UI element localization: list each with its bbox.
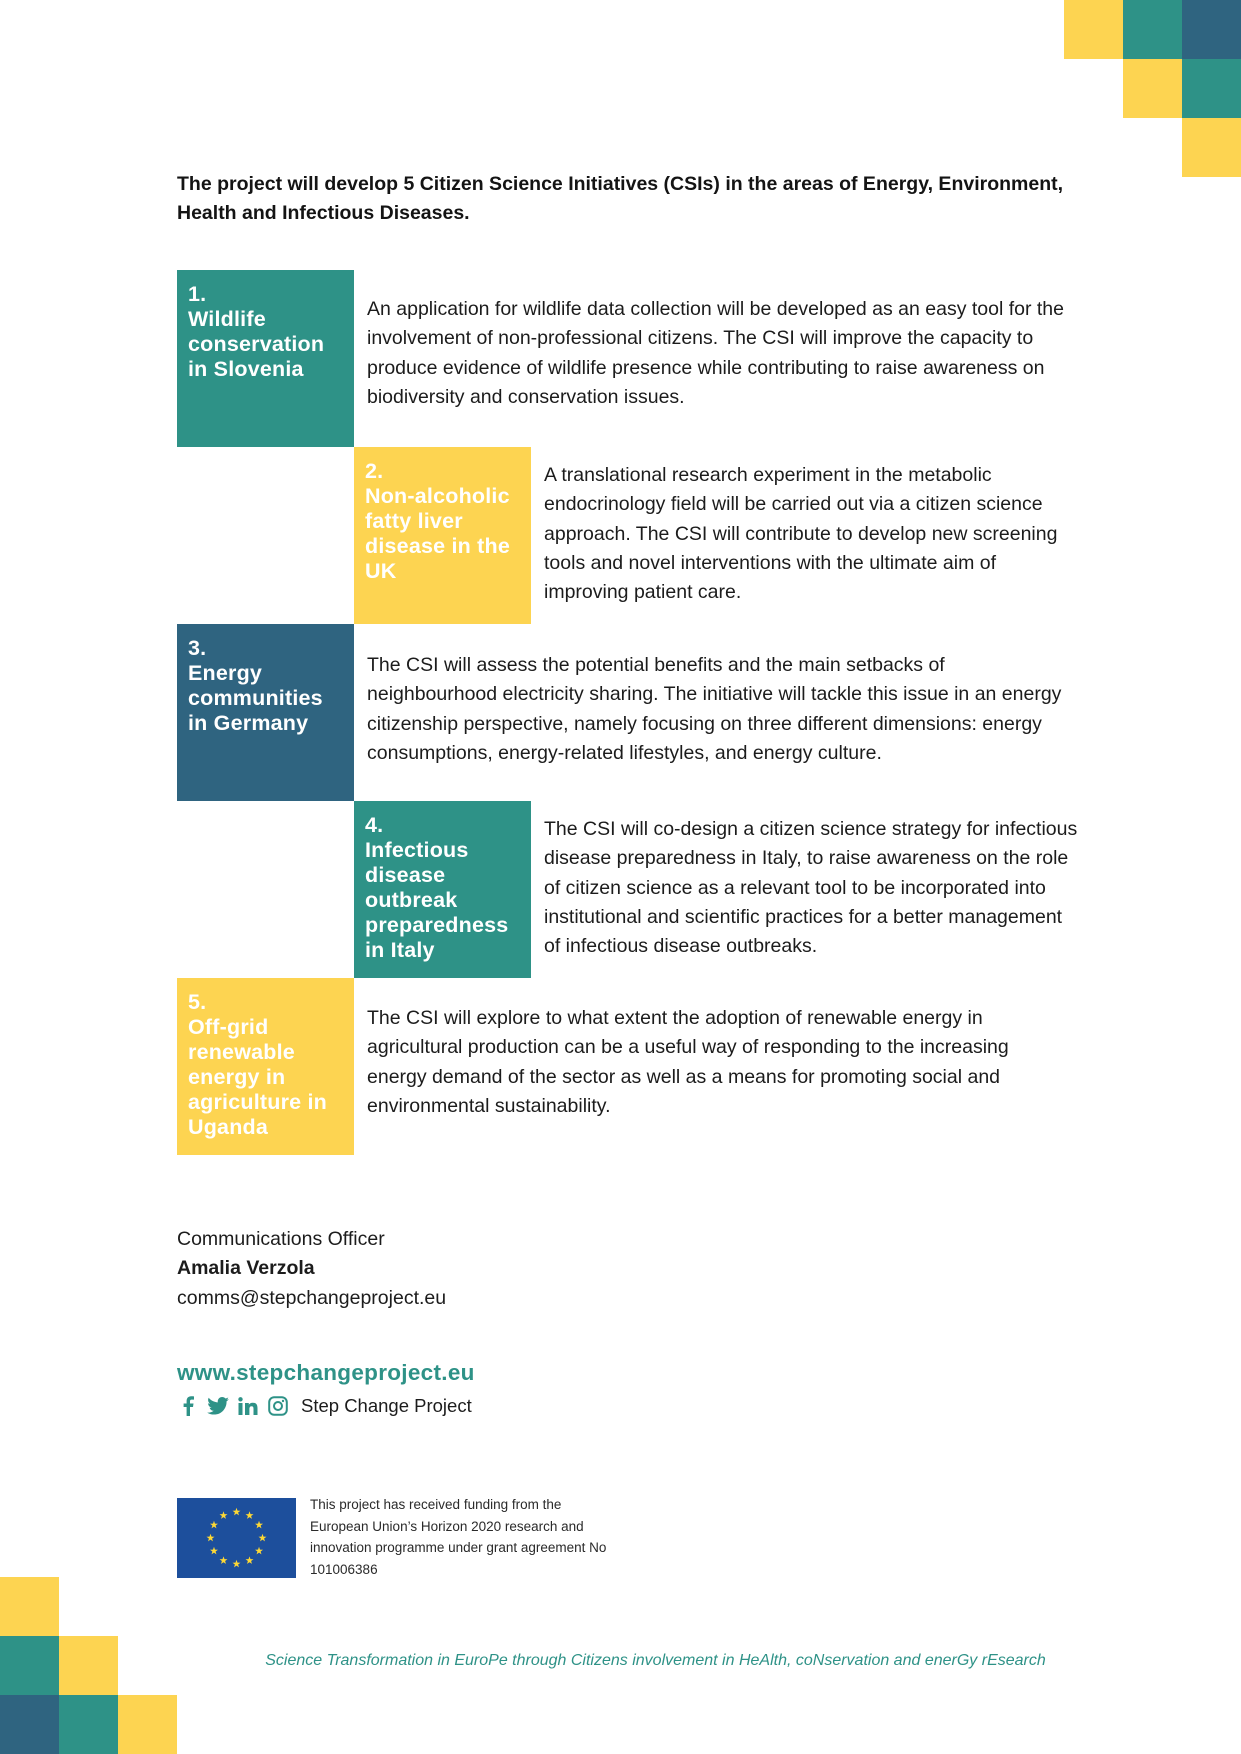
csi-tile-5 — [177, 978, 354, 1155]
csi-description-5: The CSI will explore to what extent the adoption of renewable energy in agricultural production can be a useful way of responding to the increasing energy demand of the sector as well as a means for promoting social and environmental sustainability. — [367, 1007, 1009, 1117]
csi-title: Energy communities in Germany — [188, 661, 323, 735]
twitter-icon[interactable] — [207, 1395, 229, 1417]
csi-description-4: The CSI will co-design a citizen science strategy for infectious disease preparedness in Italy, to raise awareness on the role of citizen science as a relevant tool to be incorporated into institutional and scientific practices for a better management of infectious disease outbreaks. — [544, 818, 1078, 958]
csi-title: Off-grid renewable energy in agriculture in Uganda — [188, 1015, 327, 1139]
tagline: Science Transformation in EuroPe through Citizens involvement in HeAlth, coNservation and enerGy rEsearch — [265, 1652, 1046, 1669]
website-link[interactable]: www.stepchangeproject.eu — [177, 1360, 475, 1385]
csi-title: Wildlife conservation in Slovenia — [188, 307, 325, 381]
csi-number: 3. — [188, 636, 207, 660]
social-links — [177, 1392, 472, 1420]
funding-text: This project has received funding from the European Union’s Horizon 2020 research and innovation programme under grant agreement No 101006386 — [310, 1497, 607, 1577]
csi-number: 4. — [365, 813, 384, 837]
csi-title: Infectious disease outbreak preparedness in Italy — [365, 838, 509, 962]
csi-tile-1 — [177, 270, 354, 447]
csi-number: 5. — [188, 990, 207, 1014]
intro-text: The project will develop 5 Citizen Science Initiatives (CSIs) in the areas of Energy, Environment, Health and Infectious Diseases. — [177, 173, 1064, 224]
contact-email[interactable]: comms@stepchangeproject.eu — [177, 1286, 447, 1309]
csi-tile-2 — [354, 447, 531, 624]
csi-description-2: A translational research experiment in the metabolic endocrinology field will be carried out via a citizen science approach. The CSI will contribute to develop new screening tools and novel interventions with the ultimate aim of improving patient care. — [544, 464, 1058, 604]
contact-block — [177, 1225, 446, 1313]
csi-number: 1. — [188, 282, 207, 306]
csi-description-3: The CSI will assess the potential benefits and the main setbacks of neighbourhood electricity sharing. The initiative will tackle this issue in an energy citizenship perspective, namely focusing on three different dimensions: energy consumptions, energy-related lifestyles, and energy culture. — [367, 654, 1062, 764]
eu-flag-icon — [177, 1498, 296, 1578]
linkedin-icon[interactable] — [237, 1395, 259, 1417]
contact-name: Amalia Verzola — [177, 1257, 315, 1280]
csi-tile-3 — [177, 624, 354, 801]
csi-tile-4 — [354, 801, 531, 978]
facebook-icon[interactable] — [177, 1395, 199, 1417]
social-label: Step Change Project — [301, 1395, 472, 1416]
csi-title: Non-alcoholic fatty liver disease in the UK — [365, 484, 510, 583]
instagram-icon[interactable] — [267, 1395, 289, 1417]
csi-number: 2. — [365, 459, 384, 483]
csi-description-1: An application for wildlife data collection will be developed as an easy tool for the involvement of non-professional citizens. The CSI will improve the capacity to produce evidence of wildlife presence while contributing to raise awareness on biodiversity and conservation issues. — [367, 298, 1065, 408]
contact-role: Communications Officer — [177, 1228, 385, 1250]
